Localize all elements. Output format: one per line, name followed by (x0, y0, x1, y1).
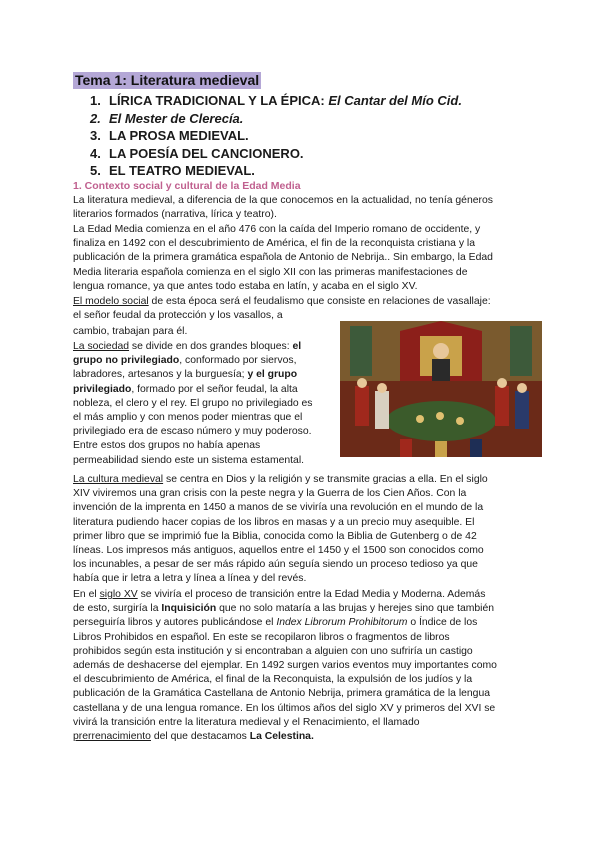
paragraph-modelo-social: El modelo social de esta época será el feudalismo que consiste en relaciones de vasallaje: el señor feudal da protección y los vasallos, a cambio, trabajan para él. (73, 296, 491, 338)
index-item: 3. LA PROSA MEDIEVAL. (90, 128, 249, 144)
topic-index (90, 92, 462, 180)
section-heading: 1. Contexto social y cultural de la Edad Media (73, 180, 301, 192)
medieval-court-painting (340, 321, 542, 457)
index-item: 1. LÍRICA TRADICIONAL Y LA ÉPICA: El Cantar del Mío Cid. (90, 93, 462, 108)
index-item: 2. El Mester de Clerecía. (90, 110, 244, 126)
page-title: Tema 1: Literatura medieval (75, 72, 260, 88)
paragraph-sociedad: La sociedad se divide en dos grandes bloques: el grupo no privilegiado, conformado por siervos, labradores, artesanos y la burguesía; y el grupo privilegiado, formado por el señor feudal, la alta nobleza, el clero y el rey. El grupo no privilegiado es el más amplio y con menos poder mientras que el privilegiado era de escaso número y muy poderoso. Entre estos dos grupos no había apenas permeabilidad siendo este un sistema estamental. (73, 341, 313, 466)
index-item: 5. EL TEATRO MEDIEVAL. (90, 163, 255, 179)
paragraph-siglo-xv: En el siglo XV se viviría el proceso de transición entre la Edad Media y Moderna. Además de esto, surgiría la Inquisición que no solo mataría a las brujas y herejes sino que también perseguiría libros y autores publicándose el Index Librorum Prohibitorum o Índice de los Libros Prohibidos en español. En este se recopilaron libros o fragmentos de libros prohibidos según esta institución y si encontraban a alguien con uno sufriría un castigo además de deshacerse del ejemplar. En 1492 surgen varios eventos muy importantes como el descubrimiento de América, el final de la Reconquista, la expulsión de los judíos y la publicación de la Gramática Castellana de Antonio Nebrija, primera gramática de la lengua castellana y de una lengua romance. En los últimos años del siglo XV y primeros del XVI se vivirá la transición entre la literatura medieval y el Renacimiento, el llamado prerrenacimiento del que destacamos La Celestina. (73, 589, 497, 743)
paragraph-cultura: La cultura medieval se centra en Dios y la religión y se transmite gracias a ella. En el siglo XIV viviremos una gran crisis con la peste negra y la Guerra de los Cien Años. Con la invención de la imprenta en 1450 a manos de se viviría una revolución en el mundo de la literatura pudiendo hacer copias de los libros en masas y a un precio muy asequible. El primer libro que se imprimió fue la Biblia, conocida como la Biblia de Gutenberg o de 42 líneas. Los impresos más antiguos, aquellos entre el 1450 y el 1500 son conocidos como los incunables, a pesar de ser más rápido aún seguía siendo un proceso tedioso ya que había que ir letra a letra y línea a línea y del revés. (73, 474, 488, 585)
paragraph-intro: La literatura medieval, a diferencia de la que conocemos en la actualidad, no tenía géneros literarios formados (narrativa, lírica y teatro). (73, 195, 493, 221)
paragraph-edad-media: La Edad Media comienza en el año 476 con la caída del Imperio romano de occidente, y finaliza en 1492 con el descubrimiento de América, el fin de la reconquista cristiana y la publicación de la primera gramática española de Antonio de Nebrija.. Sin embargo, la Edad Media literaria española comienza en el siglo XII con las primeras manifestaciones de lengua romance, ya que antes todo estaba en latín, y acaba en el siglo XV. (73, 224, 493, 292)
index-item: 4. LA POESÍA DEL CANCIONERO. (90, 145, 304, 161)
